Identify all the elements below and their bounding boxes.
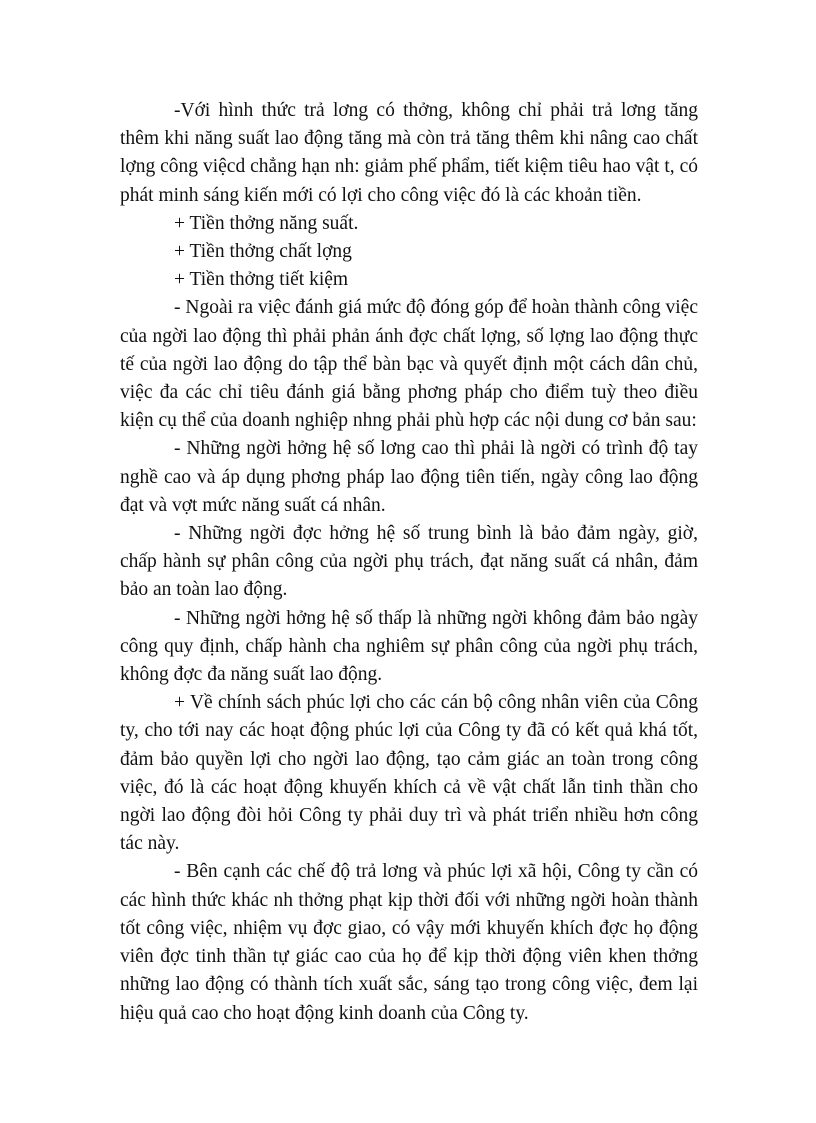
- paragraph-welfare-policy: + Về chính sách phúc lợi cho các cán bộ công nhân viên của Công ty, cho tới nay các hoạt động phúc lợi của Công ty đã có kết quả khá tốt, đảm bảo quyền lợi cho ngời lao động, tạo cảm giác an toàn trong công việc, đó là các hoạt động khuyến khích cả về vật chất lẫn tinh thần cho ngời lao động đòi hỏi Công ty phải duy trì và phát triển nhiều hơn công tác này.: [120, 692, 698, 855]
- paragraph-medium-coefficient: - Những ngời đợc hởng hệ số trung bình là bảo đảm ngày, giờ, chấp hành sự phân công của ngời phụ trách, đạt năng suất cá nhân, đảm bảo an toàn lao động.: [120, 523, 698, 601]
- paragraph-high-coefficient: - Những ngời hởng hệ số lơng cao thì phải là ngời có trình độ tay nghề cao và áp dụng phơng pháp lao động tiên tiến, ngày công lao động đạt và vợt mức năng suất cá nhân.: [120, 438, 698, 516]
- paragraph-bonus-pay: -Với hình thức trả lơng có thởng, không chỉ phải trả lơng tăng thêm khi năng suất lao động tăng mà còn trả tăng thêm khi nâng cao chất lợng công việcd chẳng hạn nh: giảm phế phẩm, tiết kiệm tiêu hao vật t, có phát minh sáng kiến mới có lợi cho công việc đó là các khoản tiền.: [120, 100, 698, 206]
- list-item-quality-bonus: + Tiền thởng chất lợng: [174, 241, 352, 263]
- paragraph-evaluation: - Ngoài ra việc đánh giá mức độ đóng góp để hoàn thành công việc của ngời lao động thì phải phản ánh đợc chất lợng, số lợng lao động thực tế của ngời lao động do tập thể bàn bạc và quyết định một cách dân chủ, việc đa các chỉ tiêu đánh giá bằng phơng pháp cho điểm tuỳ theo điều kiện cụ thể của doanh nghiệp nhng phải phù hợp các nội dung cơ bản sau:: [120, 297, 698, 432]
- paragraph-low-coefficient: - Những ngời hởng hệ số thấp là những ngời không đảm bảo ngày công quy định, chấp hành cha nghiêm sự phân công của ngời phụ trách, không đợc đa năng suất lao động.: [120, 607, 698, 686]
- paragraph-rewards: - Bên cạnh các chế độ trả lơng và phúc lợi xã hội, Công ty cần có các hình thức khác nh thởng phạt kịp thời đối với những ngời hoàn thành tốt công việc, nhiệm vụ đợc giao, có vậy mới khuyến khích đợc họ động viên đợc tinh thần tự giác cao của họ để kịp thời động viên khen thởng những lao động có thành tích xuất sắc, sáng tạo trong công việc, đem lại hiệu quả cao cho hoạt động kinh doanh của Công ty.: [120, 861, 698, 1024]
- list-item-productivity-bonus: + Tiền thởng năng suất.: [174, 212, 359, 234]
- body-text: [120, 97, 698, 1028]
- list-item-saving-bonus: + Tiền thởng tiết kiệm: [174, 269, 349, 291]
